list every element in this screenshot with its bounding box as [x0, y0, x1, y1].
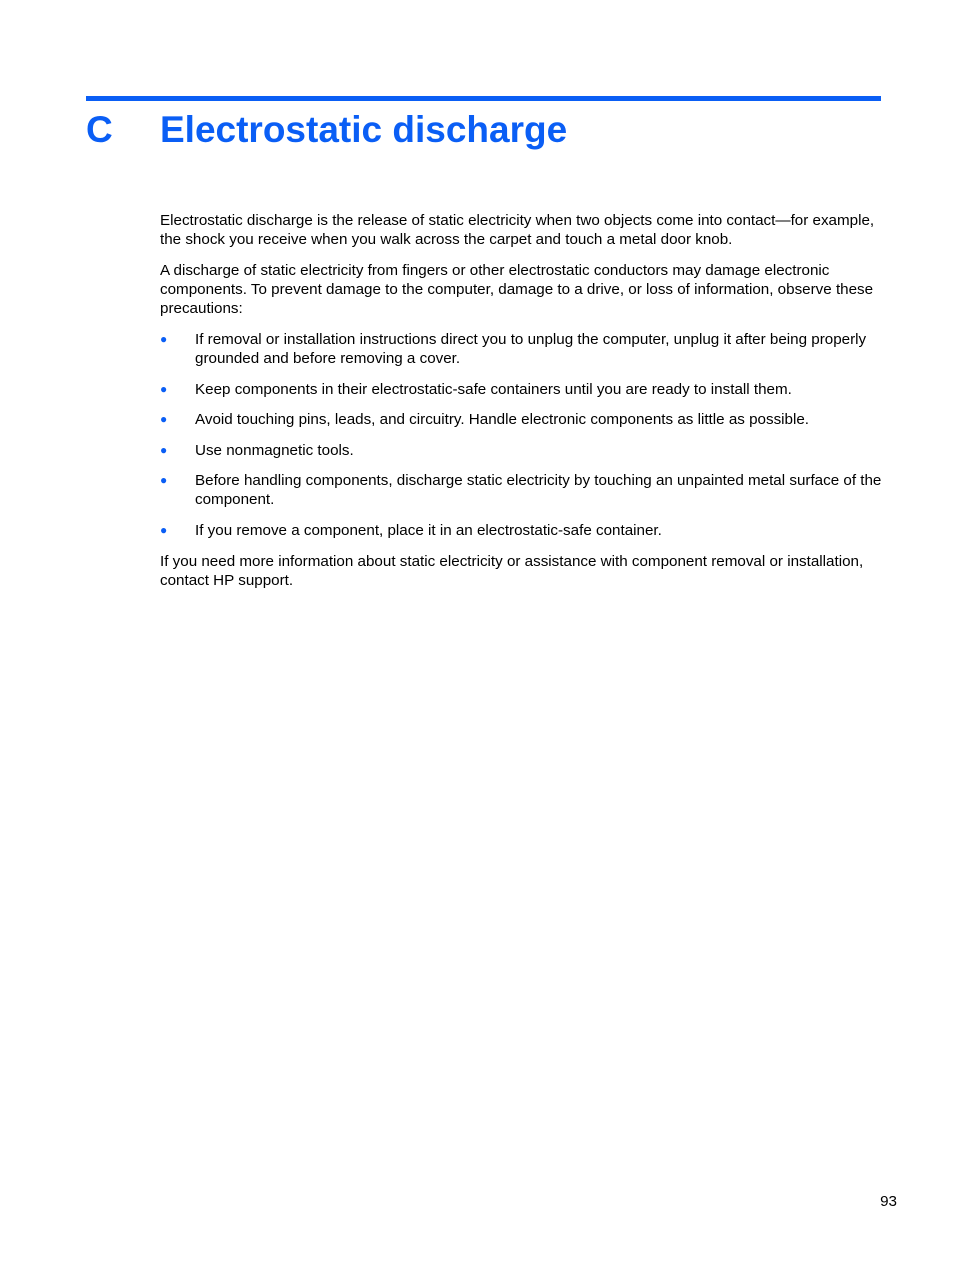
list-item-text: Use nonmagnetic tools.: [195, 441, 354, 459]
bullet-icon: ●: [160, 332, 168, 346]
bullet-icon: ●: [160, 381, 168, 396]
chapter-body: [160, 211, 882, 602]
bullet-icon: ●: [160, 473, 168, 487]
list-item: [160, 521, 882, 540]
precautions-list: [160, 330, 882, 540]
chapter-letter: C: [86, 109, 113, 150]
closing-paragraph: If you need more information about static electricity or assistance with component removal or installation, contact HP support.: [160, 552, 864, 589]
list-item: [160, 471, 882, 509]
list-item: [160, 441, 882, 460]
bullet-icon: ●: [160, 412, 168, 426]
list-item: [160, 410, 882, 429]
list-item: [160, 380, 882, 399]
intro-paragraph: Electrostatic discharge is the release of static electricity when two objects come into contact—for example, the shock you receive when you walk across the carpet and touch a metal door knob.: [160, 212, 875, 248]
chapter-rule: [86, 96, 881, 101]
list-item-text: Before handling components, discharge static electricity by touching an unpainted metal surface of the component.: [195, 472, 882, 508]
list-item: [160, 330, 882, 368]
list-item-text: Avoid touching pins, leads, and circuitry. Handle electronic components as little as possible.: [195, 411, 810, 428]
list-item-text: Keep components in their electrostatic-safe containers until you are ready to install them.: [195, 380, 792, 398]
list-item-text: If you remove a component, place it in an electrostatic-safe container.: [195, 521, 662, 539]
chapter-heading: [86, 108, 881, 154]
list-item-text: If removal or installation instructions direct you to unplug the computer, unplug it after being properly grounded and before removing a cover.: [195, 331, 867, 367]
bullet-icon: ●: [160, 442, 168, 457]
intro-paragraph: A discharge of static electricity from fingers or other electrostatic conductors may damage electronic components. To prevent damage to the computer, damage to a drive, or loss of information, observe these precautions:: [160, 262, 874, 317]
chapter-title: Electrostatic discharge: [160, 109, 568, 150]
page-number: 93: [880, 1193, 897, 1210]
bullet-icon: ●: [160, 522, 168, 537]
